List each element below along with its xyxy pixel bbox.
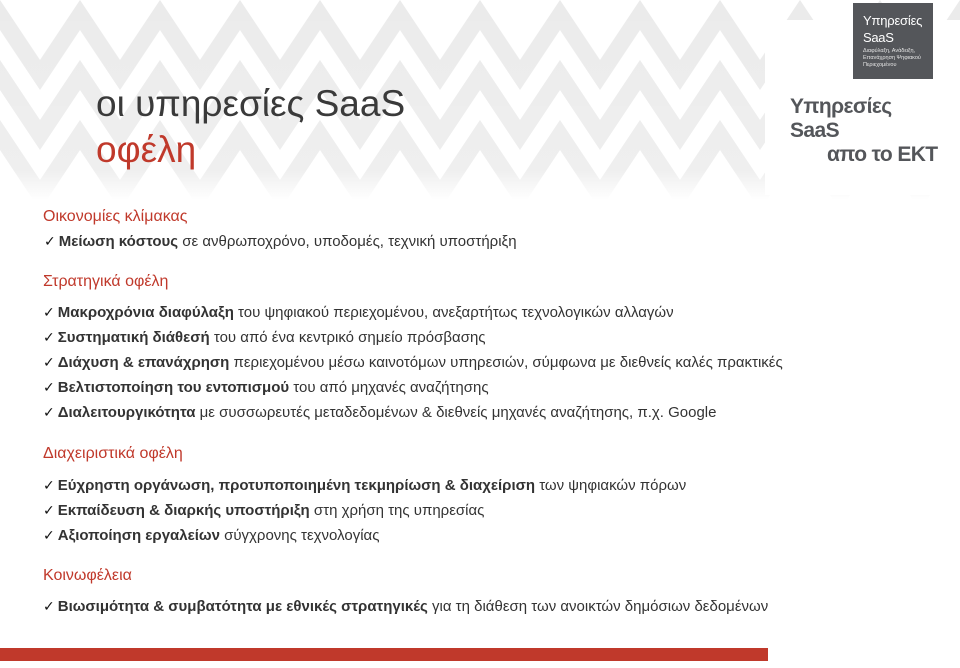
section-heading-management: Διαχειριστικά οφέλη [43, 445, 183, 462]
checkmark-icon: ✓ [43, 355, 55, 371]
list-item: ✓ Εύχρηστη οργάνωση, προτυποποιημένη τεκμηρίωση & διαχείριση των ψηφιακών πόρων [43, 477, 687, 494]
checkmark-icon: ✓ [43, 528, 55, 544]
page-subtitle: οφέλη [96, 129, 197, 170]
footer-accent-bar [0, 648, 768, 661]
logo-subtitle: Διαφύλαξη, Ανάδειξη, Επανάχρηση Ψηφιακού Περιεχομένου [863, 48, 921, 68]
list-item: ✓ Βιωσιμότητα & συμβατότητα με εθνικές στρατηγικές για τη διάθεση των ανοικτών δημόσιων δεδομένων [43, 598, 769, 615]
logo-line1: Υπηρεσίες [863, 13, 923, 28]
checkmark-icon: ✓ [43, 330, 55, 346]
page-title: οι υπηρεσίες SaaS [96, 83, 406, 124]
checkmark-icon: ✓ [43, 405, 55, 421]
list-item: ✓ Μείωση κόστους σε ανθρωποχρόνο, υποδομές, τεχνική υποστήριξη [44, 233, 517, 250]
brand-line2: απο το ΕΚΤ [827, 143, 938, 166]
checkmark-icon: ✓ [43, 599, 55, 615]
list-item: ✓ Αξιοποίηση εργαλείων σύγχρονης τεχνολογίας [43, 527, 380, 544]
list-item: ✓ Συστηματική διάθεσή του από ένα κεντρικό σημείο πρόσβασης [43, 329, 486, 346]
checkmark-icon: ✓ [43, 503, 55, 519]
list-item: ✓ Μακροχρόνια διαφύλαξη του ψηφιακού περιεχομένου, ανεξαρτήτως τεχνολογικών αλλαγών [43, 304, 674, 321]
checkmark-icon: ✓ [43, 305, 55, 321]
brand-line1: Υπηρεσίες SaaS [790, 95, 892, 142]
section-heading-economies: Οικονομίες κλίμακας [43, 208, 188, 225]
section-heading-public-benefit: Κοινωφέλεια [43, 567, 132, 584]
list-item: ✓ Διαλειτουργικότητα με συσσωρευτές μεταδεδομένων & διεθνείς μηχανές αναζήτησης, π.χ. Google [43, 404, 717, 421]
checkmark-icon: ✓ [43, 380, 55, 396]
list-item: ✓ Εκπαίδευση & διαρκής υποστήριξη στη χρήση της υπηρεσίας [43, 502, 485, 519]
list-item: ✓ Βελτιστοποίηση του εντοπισμού του από μηχανές αναζήτησης [43, 379, 489, 396]
logo-line2: SaaS [863, 30, 894, 45]
checkmark-icon: ✓ [44, 234, 56, 250]
list-item: ✓ Διάχυση & επανάχρηση περιεχομένου μέσω καινοτόμων υπηρεσιών, σύμφωνα με διεθνείς καλές πρακτικές [43, 354, 783, 371]
section-heading-strategic: Στρατηγικά οφέλη [43, 273, 169, 290]
checkmark-icon: ✓ [43, 478, 55, 494]
